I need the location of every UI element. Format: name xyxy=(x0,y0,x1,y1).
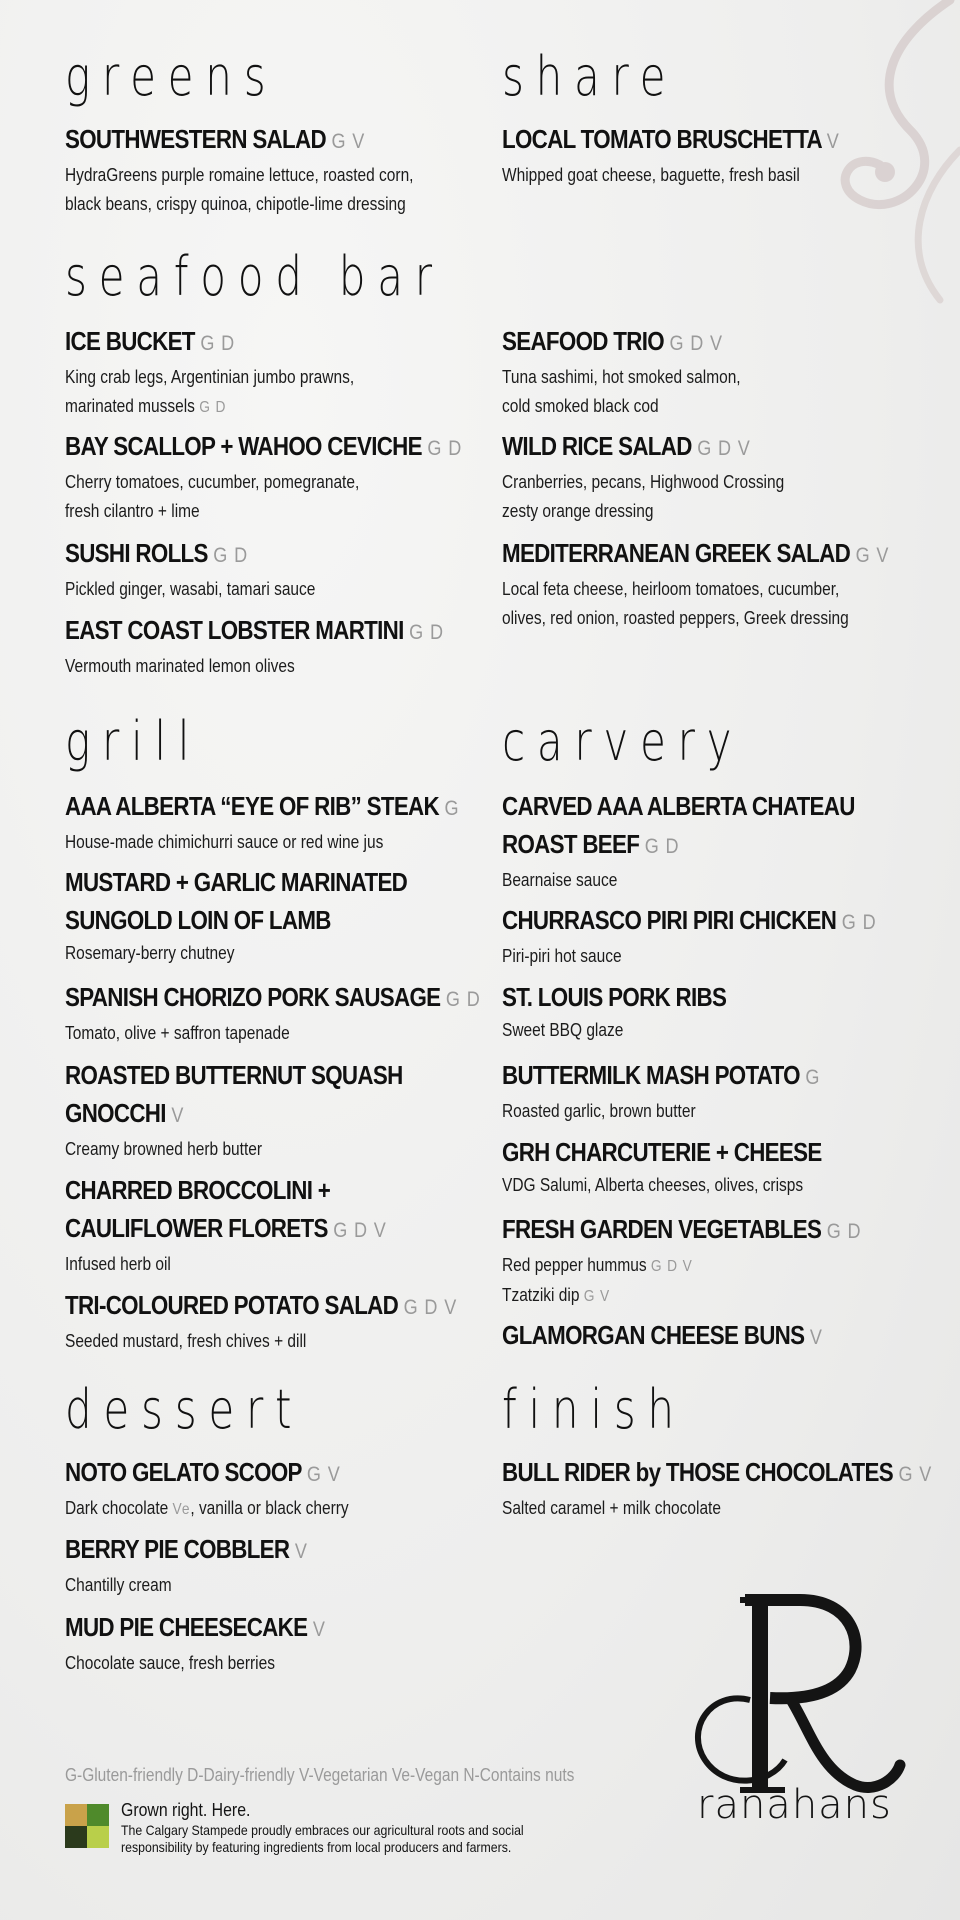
menu-item xyxy=(65,611,505,681)
item-name: BAY SCALLOP + WAHOO CEVICHE G D xyxy=(65,431,463,461)
item-desc: Creamy browned herb butter xyxy=(65,1139,263,1159)
item-desc: Tuna sashimi, hot smoked salmon, xyxy=(502,367,741,387)
section-title-finish: finish xyxy=(502,1378,686,1441)
item-name: BULL RIDER by THOSE CHOCOLATES G V xyxy=(502,1457,933,1487)
menu-item xyxy=(502,1133,942,1200)
section-title-greens: greens xyxy=(65,45,278,108)
menu-item xyxy=(502,901,942,971)
item-desc: Local feta cheese, heirloom tomatoes, cucumber, xyxy=(502,579,840,599)
menu-item xyxy=(65,1056,505,1164)
item-name: GRH CHARCUTERIE + CHEESE xyxy=(502,1137,822,1167)
item-desc: Whipped goat cheese, baguette, fresh basil xyxy=(502,165,800,185)
item-desc: King crab legs, Argentinian jumbo prawns, xyxy=(65,367,355,387)
item-name: ROAST BEEF G D xyxy=(502,829,680,859)
item-name: MEDITERRANEAN GREEK SALAD G V xyxy=(502,538,890,568)
item-desc: HydraGreens purple romaine lettuce, roasted corn, xyxy=(65,165,414,185)
item-desc: Cherry tomatoes, cucumber, pomegranate, xyxy=(65,472,360,492)
item-name: SUNGOLD LOIN OF LAMB xyxy=(65,905,331,935)
dietary-legend: G-Gluten-friendly D-Dairy-friendly V-Vegetarian Ve-Vegan N-Contains nuts xyxy=(65,1765,575,1785)
menu-item xyxy=(502,120,942,190)
item-desc: Infused herb oil xyxy=(65,1254,171,1274)
item-desc: Seeded mustard, fresh chives + dill xyxy=(65,1331,307,1351)
menu-item xyxy=(502,1210,942,1311)
item-desc: Sweet BBQ glaze xyxy=(502,1020,624,1040)
section-title-carvery: carvery xyxy=(502,710,744,773)
item-desc: Roasted garlic, brown butter xyxy=(502,1101,696,1121)
item-desc: Rosemary-berry chutney xyxy=(65,943,235,963)
menu-item xyxy=(65,787,505,857)
menu-item xyxy=(502,1316,942,1357)
menu-item xyxy=(502,534,942,633)
menu-item xyxy=(65,322,505,422)
item-desc: olives, red onion, roasted peppers, Greek dressing xyxy=(502,608,849,628)
item-name: BERRY PIE COBBLER V xyxy=(65,1534,308,1564)
item-name: SUSHI ROLLS G D xyxy=(65,538,248,568)
item-desc: House-made chimichurri sauce or red wine jus xyxy=(65,832,384,852)
menu-item xyxy=(65,978,505,1048)
grown-right-text: The Calgary Stampede proudly embraces our agricultural roots and social responsibility by featuring ingredients from local producers and farmers. xyxy=(121,1822,524,1855)
brand-name: ranahans xyxy=(697,1782,892,1828)
item-desc: VDG Salumi, Alberta cheeses, olives, crisps xyxy=(502,1175,804,1195)
menu-item xyxy=(65,534,505,604)
item-desc: Red pepper hummus G D V xyxy=(502,1255,693,1275)
item-name: SOUTHWESTERN SALAD G V xyxy=(65,124,366,154)
item-name: AAA ALBERTA “EYE OF RIB” STEAK G xyxy=(65,791,460,821)
item-name: TRI-COLOURED POTATO SALAD G D V xyxy=(65,1290,458,1320)
item-name: MUSTARD + GARLIC MARINATED xyxy=(65,867,408,897)
menu-item xyxy=(502,787,942,895)
menu-item xyxy=(65,1608,505,1678)
item-name: FRESH GARDEN VEGETABLES G D xyxy=(502,1214,862,1244)
item-name: BUTTERMILK MASH POTATO G xyxy=(502,1060,821,1090)
section-title-seafood-bar: seafood bar xyxy=(65,245,444,308)
section-title-share: share xyxy=(502,45,678,108)
item-desc: black beans, crispy quinoa, chipotle-lime dressing xyxy=(65,194,406,214)
menu-item xyxy=(65,863,505,968)
item-name: LOCAL TOMATO BRUSCHETTA V xyxy=(502,124,840,154)
grown-right-logo-icon xyxy=(65,1804,109,1848)
item-name: MUD PIE CHEESECAKE V xyxy=(65,1612,326,1642)
menu-item xyxy=(502,427,942,526)
menu-item xyxy=(65,1530,505,1600)
item-desc: zesty orange dressing xyxy=(502,501,654,521)
item-desc: Salted caramel + milk chocolate xyxy=(502,1498,721,1518)
item-desc: Chocolate sauce, fresh berries xyxy=(65,1653,275,1673)
menu-item xyxy=(502,1056,942,1126)
item-desc: Bearnaise sauce xyxy=(502,870,618,890)
item-name: SPANISH CHORIZO PORK SAUSAGE G D xyxy=(65,982,481,1012)
item-desc: Piri-piri hot sauce xyxy=(502,946,622,966)
item-name: CAULIFLOWER FLORETS G D V xyxy=(65,1213,387,1243)
item-name: SEAFOOD TRIO G D V xyxy=(502,326,723,356)
item-desc: marinated mussels G D xyxy=(65,396,227,416)
menu-item xyxy=(65,1453,505,1524)
item-name: WILD RICE SALAD G D V xyxy=(502,431,751,461)
item-name: ICE BUCKET G D xyxy=(65,326,236,356)
grown-right-title: Grown right. Here. xyxy=(121,1800,251,1820)
item-name: GLAMORGAN CHEESE BUNS V xyxy=(502,1320,823,1350)
menu-item xyxy=(65,1171,505,1279)
item-desc: Tomato, olive + saffron tapenade xyxy=(65,1023,290,1043)
menu-item xyxy=(502,978,942,1045)
item-desc: cold smoked black cod xyxy=(502,396,659,416)
item-name: NOTO GELATO SCOOP G V xyxy=(65,1457,341,1487)
menu-item xyxy=(65,1286,505,1356)
item-name: CARVED AAA ALBERTA CHATEAU xyxy=(502,791,855,821)
item-desc: Pickled ginger, wasabi, tamari sauce xyxy=(65,579,316,599)
item-desc: Chantilly cream xyxy=(65,1575,172,1595)
grown-right-here-block xyxy=(65,1800,585,1860)
menu-item xyxy=(65,427,505,526)
menu-item xyxy=(65,120,505,219)
item-desc: Vermouth marinated lemon olives xyxy=(65,656,295,676)
section-title-grill: grill xyxy=(65,710,202,773)
item-name: ROASTED BUTTERNUT SQUASH xyxy=(65,1060,403,1090)
menu-item xyxy=(502,1453,942,1523)
item-name: ST. LOUIS PORK RIBS xyxy=(502,982,727,1012)
item-desc: Tzatziki dip G V xyxy=(502,1285,611,1305)
item-desc: fresh cilantro + lime xyxy=(65,501,200,521)
item-name: CHARRED BROCCOLINI + xyxy=(65,1175,331,1205)
item-desc: Cranberries, pecans, Highwood Crossing xyxy=(502,472,785,492)
item-name: GNOCCHI V xyxy=(65,1098,185,1128)
menu-item xyxy=(502,322,942,421)
item-desc: Dark chocolate Ve, vanilla or black cherry xyxy=(65,1498,349,1518)
section-title-dessert: dessert xyxy=(65,1378,304,1441)
item-name: CHURRASCO PIRI PIRI CHICKEN G D xyxy=(502,905,877,935)
item-name: EAST COAST LOBSTER MARTINI G D xyxy=(65,615,444,645)
